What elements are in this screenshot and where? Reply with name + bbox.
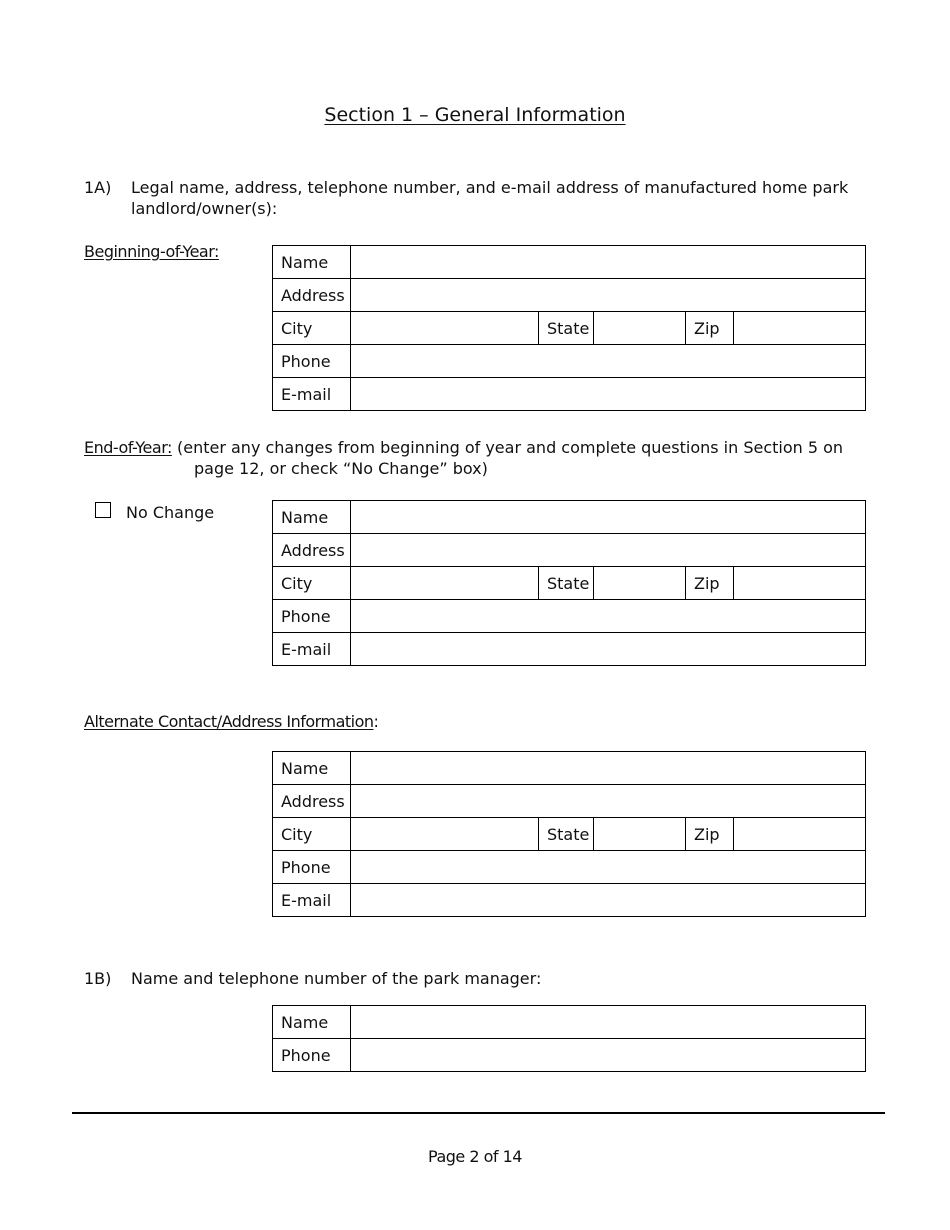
state-field[interactable] bbox=[594, 312, 686, 345]
beginning-of-year-table bbox=[272, 245, 866, 411]
phone-label: Phone bbox=[273, 851, 351, 884]
name-label: Name bbox=[273, 752, 351, 785]
address-label: Address bbox=[273, 534, 351, 567]
email-label: E-mail bbox=[273, 633, 351, 666]
question-1a-text-line2: landlord/owner(s): bbox=[131, 199, 278, 218]
email-field[interactable] bbox=[351, 378, 866, 411]
question-1a-text-line1: Legal name, address, telephone number, and e-mail address of manufactured home park bbox=[131, 178, 849, 197]
end-of-year-line1 bbox=[84, 437, 843, 458]
park-manager-table bbox=[272, 1005, 866, 1072]
city-field[interactable] bbox=[351, 312, 539, 345]
address-row bbox=[273, 279, 866, 312]
phone-field[interactable] bbox=[351, 345, 866, 378]
state-field[interactable] bbox=[594, 818, 686, 851]
section-title: Section 1 – General Information bbox=[324, 104, 626, 126]
zip-field[interactable] bbox=[734, 567, 866, 600]
email-row bbox=[273, 633, 866, 666]
email-field[interactable] bbox=[351, 633, 866, 666]
email-label: E-mail bbox=[273, 378, 351, 411]
phone-row bbox=[273, 600, 866, 633]
state-label: State bbox=[539, 567, 594, 600]
phone-label: Phone bbox=[273, 345, 351, 378]
end-of-year-note-line1: (enter any changes from beginning of year and complete questions in Section 5 on bbox=[176, 438, 844, 457]
city-field[interactable] bbox=[351, 818, 539, 851]
zip-label: Zip bbox=[686, 567, 734, 600]
name-row bbox=[273, 501, 866, 534]
name-field[interactable] bbox=[351, 501, 866, 534]
alternate-contact-label: Alternate Contact/Address Information bbox=[84, 712, 374, 731]
phone-field[interactable] bbox=[351, 600, 866, 633]
phone-row bbox=[273, 1039, 866, 1072]
city-label: City bbox=[273, 567, 351, 600]
beginning-of-year-label: Beginning-of-Year: bbox=[84, 242, 219, 261]
name-field[interactable] bbox=[351, 752, 866, 785]
name-row bbox=[273, 1006, 866, 1039]
city-row bbox=[273, 312, 866, 345]
manager-name-field[interactable] bbox=[351, 1006, 866, 1039]
zip-field[interactable] bbox=[734, 818, 866, 851]
email-field[interactable] bbox=[351, 884, 866, 917]
email-row bbox=[273, 378, 866, 411]
question-1b-number: 1B) bbox=[84, 969, 112, 988]
email-row bbox=[273, 884, 866, 917]
zip-label: Zip bbox=[686, 312, 734, 345]
no-change-checkbox[interactable] bbox=[95, 502, 111, 518]
end-of-year-label: End-of-Year: bbox=[84, 438, 172, 457]
name-row bbox=[273, 246, 866, 279]
name-label: Name bbox=[273, 246, 351, 279]
email-label: E-mail bbox=[273, 884, 351, 917]
phone-row bbox=[273, 851, 866, 884]
state-field[interactable] bbox=[594, 567, 686, 600]
address-field[interactable] bbox=[351, 534, 866, 567]
phone-field[interactable] bbox=[351, 851, 866, 884]
city-field[interactable] bbox=[351, 567, 539, 600]
phone-label: Phone bbox=[273, 1039, 351, 1072]
phone-label: Phone bbox=[273, 600, 351, 633]
question-1a-number: 1A) bbox=[84, 178, 112, 197]
footer-divider bbox=[72, 1112, 885, 1114]
alternate-contact-suffix: : bbox=[373, 712, 379, 731]
address-label: Address bbox=[273, 279, 351, 312]
zip-field[interactable] bbox=[734, 312, 866, 345]
phone-row bbox=[273, 345, 866, 378]
alternate-contact-heading bbox=[84, 711, 379, 732]
page-number: Page 2 of 14 bbox=[428, 1147, 522, 1166]
zip-label: Zip bbox=[686, 818, 734, 851]
name-field[interactable] bbox=[351, 246, 866, 279]
name-label: Name bbox=[273, 501, 351, 534]
city-label: City bbox=[273, 312, 351, 345]
no-change-label: No Change bbox=[126, 503, 215, 522]
manager-phone-field[interactable] bbox=[351, 1039, 866, 1072]
alternate-contact-table bbox=[272, 751, 866, 917]
city-row bbox=[273, 567, 866, 600]
city-row bbox=[273, 818, 866, 851]
city-label: City bbox=[273, 818, 351, 851]
address-field[interactable] bbox=[351, 279, 866, 312]
state-label: State bbox=[539, 312, 594, 345]
name-row bbox=[273, 752, 866, 785]
address-label: Address bbox=[273, 785, 351, 818]
end-of-year-note-line2: page 12, or check “No Change” box) bbox=[194, 459, 488, 478]
question-1b-text: Name and telephone number of the park manager: bbox=[131, 969, 542, 988]
address-row bbox=[273, 785, 866, 818]
end-of-year-table bbox=[272, 500, 866, 666]
address-field[interactable] bbox=[351, 785, 866, 818]
state-label: State bbox=[539, 818, 594, 851]
address-row bbox=[273, 534, 866, 567]
name-label: Name bbox=[273, 1006, 351, 1039]
